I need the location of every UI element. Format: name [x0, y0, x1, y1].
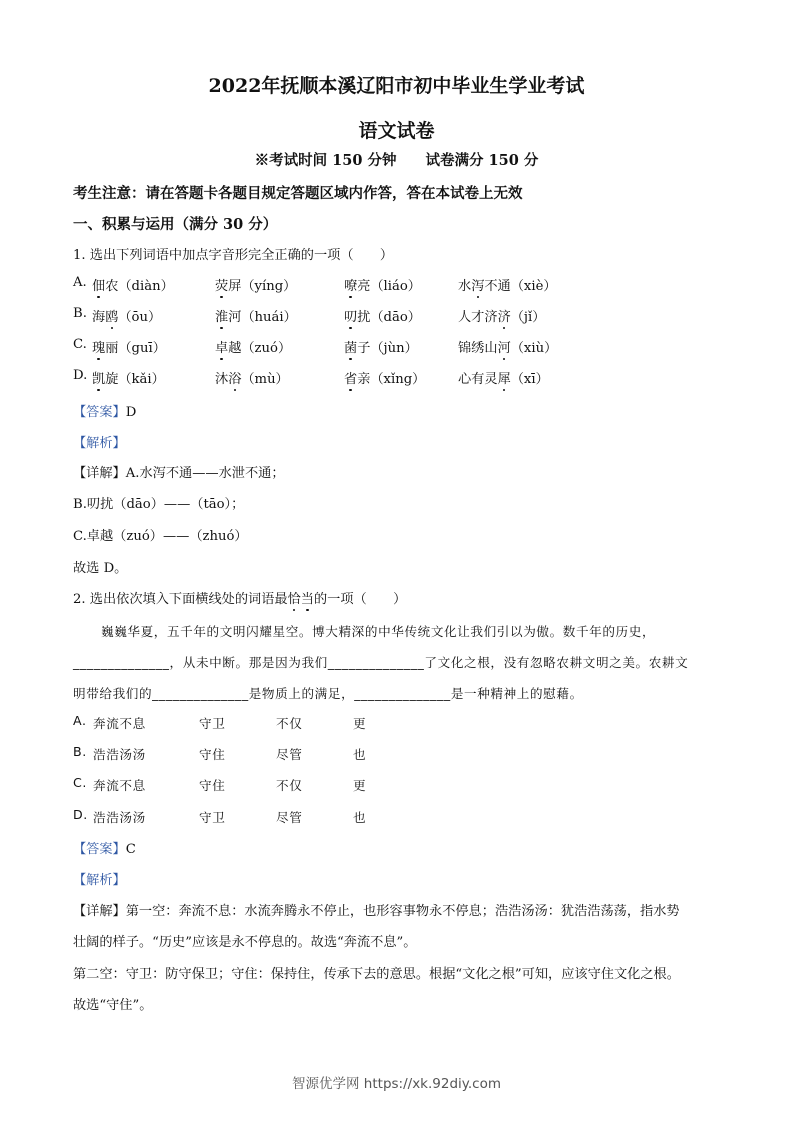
option-word: 奔流不息: [93, 778, 146, 793]
dotted-char: 嘹: [344, 275, 357, 294]
conclusion: 故选 D。: [73, 561, 128, 576]
term-text: 人才济: [458, 310, 498, 325]
term-text: （ōu）: [118, 310, 162, 325]
term-text: 丽（guī）: [105, 341, 166, 356]
detail-line: [73, 900, 680, 919]
passage-line: 巍巍华夏，五千年的文明闪耀星空。博大精深的中华传统文化让我们引以为傲。数千年的历史，: [101, 624, 656, 639]
question-2-stem: [73, 588, 406, 607]
dotted-char: 犀: [498, 368, 511, 387]
term-text: 水: [458, 279, 472, 294]
document-title: 2022年抚顺本溪辽阳市初中毕业生学业考试: [208, 75, 585, 97]
detail-text: A.水泻不通——水泄不通；: [125, 466, 285, 481]
option-word: 浩浩汤汤: [93, 747, 146, 762]
detail-line: 故选“守住”。: [73, 998, 153, 1013]
analysis-label: 【解析】: [73, 436, 126, 451]
option-word: 尽管: [276, 747, 303, 762]
answer-label: 【答案】: [73, 842, 126, 857]
detail-line: B.叨扰（dāo）——（tāo）；: [73, 497, 245, 512]
dotted-char: 荧: [215, 275, 228, 294]
dotted-char: 泻: [471, 275, 484, 294]
term-text: 扰（dāo）: [357, 310, 421, 325]
term-text: （xiù）: [510, 341, 558, 356]
option-word: 守卫: [199, 810, 226, 825]
detail-line: [73, 462, 285, 481]
passage-line: 明带给我们的______________是物质上的满足，______________是一种精神上的慰藉。: [73, 686, 583, 701]
footer-watermark: 智源优学网 https://xk.92diy.com: [292, 1076, 501, 1092]
term-text: 农（diàn）: [105, 279, 174, 294]
dotted-char: 当: [301, 588, 314, 607]
answer-row: [73, 838, 136, 857]
option-word: 尽管: [276, 810, 303, 825]
option-term: [344, 368, 425, 387]
term-text: 屏（yíng）: [228, 279, 297, 294]
dotted-char: 河: [498, 337, 511, 356]
dotted-char: 鸥: [105, 306, 118, 325]
answer-value: D: [125, 405, 137, 420]
dotted-char: 卓: [215, 337, 228, 356]
option-label: C.: [73, 337, 87, 352]
option-term: [92, 275, 174, 294]
detail-label: 【详解】: [73, 904, 126, 919]
analysis-label: 【解析】: [73, 873, 126, 888]
option-word: 守卫: [199, 716, 226, 731]
option-term: [215, 306, 297, 325]
dotted-char: 叨: [344, 306, 357, 325]
option-word: 也: [353, 810, 367, 825]
option-word: 不仅: [276, 716, 303, 731]
option-term: [215, 337, 291, 356]
detail-text: 第一空：奔流不息：水流奔腾永不停止，也形容事物永不停息；浩浩汤汤：犹浩浩荡荡，指水势: [125, 904, 680, 919]
exam-meta: ※考试时间 150 分钟 试卷满分 150 分: [254, 152, 539, 169]
question-1-stem: 1. 选出下列词语中加点字音形完全正确的一项（ ）: [73, 248, 394, 263]
stem-text: 的一项（ ）: [313, 592, 407, 607]
dotted-char: 佃: [92, 275, 105, 294]
term-text: 亲（xǐng）: [357, 372, 426, 387]
option-term: [458, 306, 545, 325]
option-term: [92, 337, 166, 356]
detail-line: 壮阔的样子。“历史”应该是永不停息的。故选“奔流不息”。: [73, 935, 417, 950]
term-text: 海: [92, 310, 106, 325]
term-text: 河（huái）: [228, 310, 297, 325]
dotted-char: 恰: [288, 588, 301, 607]
term-text: 锦绣山: [458, 341, 498, 356]
option-word: 不仅: [276, 778, 303, 793]
document-subtitle: 语文试卷: [358, 120, 435, 142]
term-text: （xī）: [510, 372, 549, 387]
option-word: 更: [353, 778, 367, 793]
answer-row: [73, 401, 136, 420]
option-word: 更: [353, 716, 367, 731]
option-term: [344, 337, 418, 356]
term-text: （jǐ）: [510, 310, 546, 325]
dotted-char: 浴: [228, 368, 241, 387]
option-term: [458, 337, 557, 356]
term-text: 亮（liáo）: [357, 279, 421, 294]
dotted-char: 济: [498, 306, 511, 325]
option-label: D.: [73, 807, 88, 822]
passage-line: ______________，从未中断。那是因为我们______________了文化之根，没有忽略农耕文明之美。农耕文: [73, 655, 689, 670]
dotted-char: 省: [344, 368, 357, 387]
option-term: [458, 275, 557, 294]
term-text: 子（jùn）: [357, 341, 418, 356]
option-word: 也: [353, 747, 367, 762]
option-term: [92, 368, 165, 387]
stem-text: 2. 选出依次填入下面横线处的词语最: [73, 592, 288, 607]
option-term: [215, 275, 296, 294]
option-term: [344, 275, 421, 294]
option-term: [344, 306, 421, 325]
answer-value: C: [125, 842, 136, 857]
option-term: [458, 368, 549, 387]
exam-notice: 考生注意：请在答题卡各题目规定答题区域内作答，答在本试卷上无效: [73, 185, 523, 202]
dotted-char: 凯: [92, 368, 105, 387]
option-term: [215, 368, 289, 387]
option-term: [92, 306, 161, 325]
term-text: 越（zuó）: [228, 341, 292, 356]
detail-line: 第二空：守卫：防守保卫；守住：保持住，传承下去的意思。根据“文化之根”可知，应该守住文化之根。: [73, 967, 680, 982]
option-word: 守住: [199, 778, 226, 793]
option-label: D.: [73, 368, 88, 383]
option-label: C.: [73, 775, 87, 790]
answer-label: 【答案】: [73, 405, 126, 420]
term-text: 心有灵: [458, 372, 498, 387]
term-text: 旋（kǎi）: [105, 372, 165, 387]
option-word: 奔流不息: [93, 716, 146, 731]
option-label: A.: [73, 713, 87, 728]
option-label: A.: [73, 275, 87, 290]
option-word: 浩浩汤汤: [93, 810, 146, 825]
option-word: 守住: [199, 747, 226, 762]
term-text: （mù）: [241, 372, 289, 387]
detail-line: C.卓越（zuó）——（zhuó）: [73, 529, 248, 544]
dotted-char: 瑰: [92, 337, 105, 356]
detail-label: 【详解】: [73, 466, 126, 481]
section-heading: 一、积累与运用（满分 30 分）: [73, 216, 278, 233]
dotted-char: 菌: [344, 337, 357, 356]
term-text: 沐: [215, 372, 229, 387]
option-label: B.: [73, 744, 87, 759]
term-text: 不通（xiè）: [484, 279, 557, 294]
dotted-char: 淮: [215, 306, 228, 325]
option-label: B.: [73, 306, 87, 321]
